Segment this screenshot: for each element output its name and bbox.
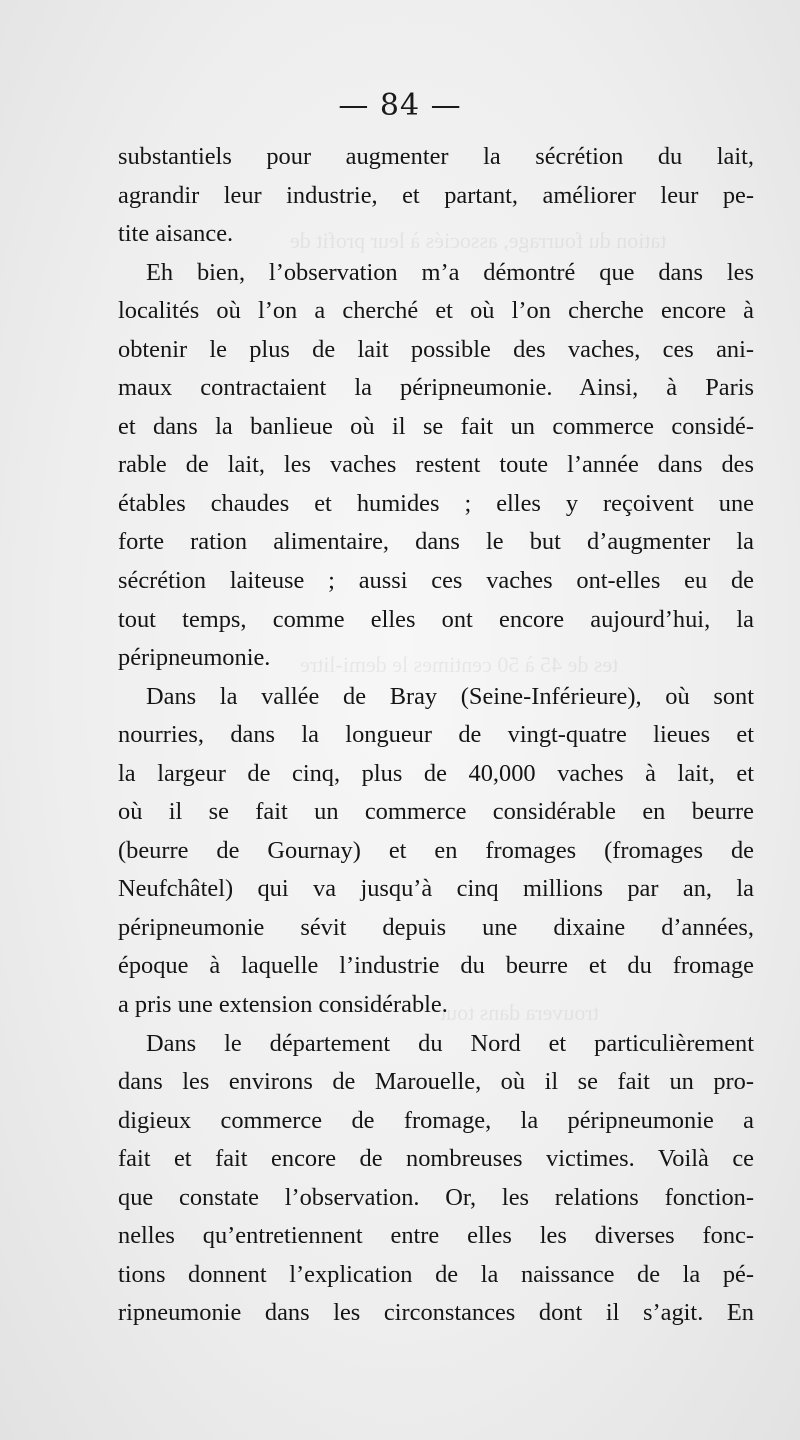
bleed-through-text: tation du fourrage, associés à leur profit de (290, 228, 667, 253)
bleed-through-text: trouvera dans tout (440, 1000, 599, 1025)
text-line: substantiels pour augmenter la sécrétion du lait, (118, 143, 754, 170)
text-line: péripneumonie. (118, 644, 271, 672)
text-line: digieux commerce de fromage, la péripneumonie a (118, 1106, 754, 1134)
text-line: tions donnent l’explication de la naissance de la pé- (118, 1260, 754, 1288)
text-line: obtenir le plus de lait possible des vaches, ces ani- (118, 335, 754, 363)
text-line: tout temps, comme elles ont encore aujourd’hui, la (118, 605, 754, 633)
page-number: — 84 — (338, 88, 462, 123)
text-line: époque à laquelle l’industrie du beurre et du fromage (118, 952, 754, 980)
text-line: tite aisance. (118, 220, 234, 248)
text-line: a pris une extension considérable. (118, 991, 448, 1019)
text-line: péripneumonie sévit depuis une dixaine d’années, (118, 913, 754, 941)
text-line: (beurre de Gournay) et en fromages (fromages de (118, 836, 754, 864)
bleed-through-text: tes de 45 à 50 centimes le demi-litre (300, 652, 619, 677)
text-line: où il se fait un commerce considérable en beurre (118, 798, 754, 826)
text-line: Neufchâtel) qui va jusqu’à cinq millions par an, la (118, 875, 754, 903)
body-text (118, 138, 754, 1333)
text-line: étables chaudes et humides ; elles y reçoivent une (118, 489, 754, 517)
text-line: nourries, dans la longueur de vingt-quatre lieues et (118, 721, 754, 749)
text-line: sécrétion laiteuse ; aussi ces vaches ont-elles eu de (118, 567, 754, 595)
text-line: et dans la banlieue où il se fait un commerce considé- (118, 412, 754, 440)
text-line: maux contractaient la péripneumonie. Ainsi, à Paris (118, 374, 754, 402)
text-line: Dans la vallée de Bray (Seine-Inférieure), où sont (146, 682, 754, 710)
text-line: localités où l’on a cherché et où l’on cherche encore à (118, 297, 754, 325)
text-line: Dans le département du Nord et particulièrement (146, 1029, 754, 1057)
text-line: agrandir leur industrie, et partant, améliorer leur pe- (118, 181, 754, 209)
text-line: forte ration alimentaire, dans le but d’augmenter la (118, 528, 754, 556)
text-line: que constate l’observation. Or, les relations fonction- (118, 1183, 754, 1211)
text-line: rable de lait, les vaches restent toute l’année dans des (118, 451, 754, 479)
text-line: la largeur de cinq, plus de 40,000 vaches à lait, et (118, 759, 754, 787)
text-line: nelles qu’entretiennent entre elles les diverses fonc- (118, 1222, 754, 1250)
text-line: Eh bien, l’observation m’a démontré que dans les (146, 258, 754, 286)
text-line: fait et fait encore de nombreuses victimes. Voilà ce (118, 1145, 754, 1173)
text-line: dans les environs de Marouelle, où il se fait un pro- (118, 1068, 754, 1096)
text-line: ripneumonie dans les circonstances dont il s’agit. En (118, 1299, 754, 1327)
